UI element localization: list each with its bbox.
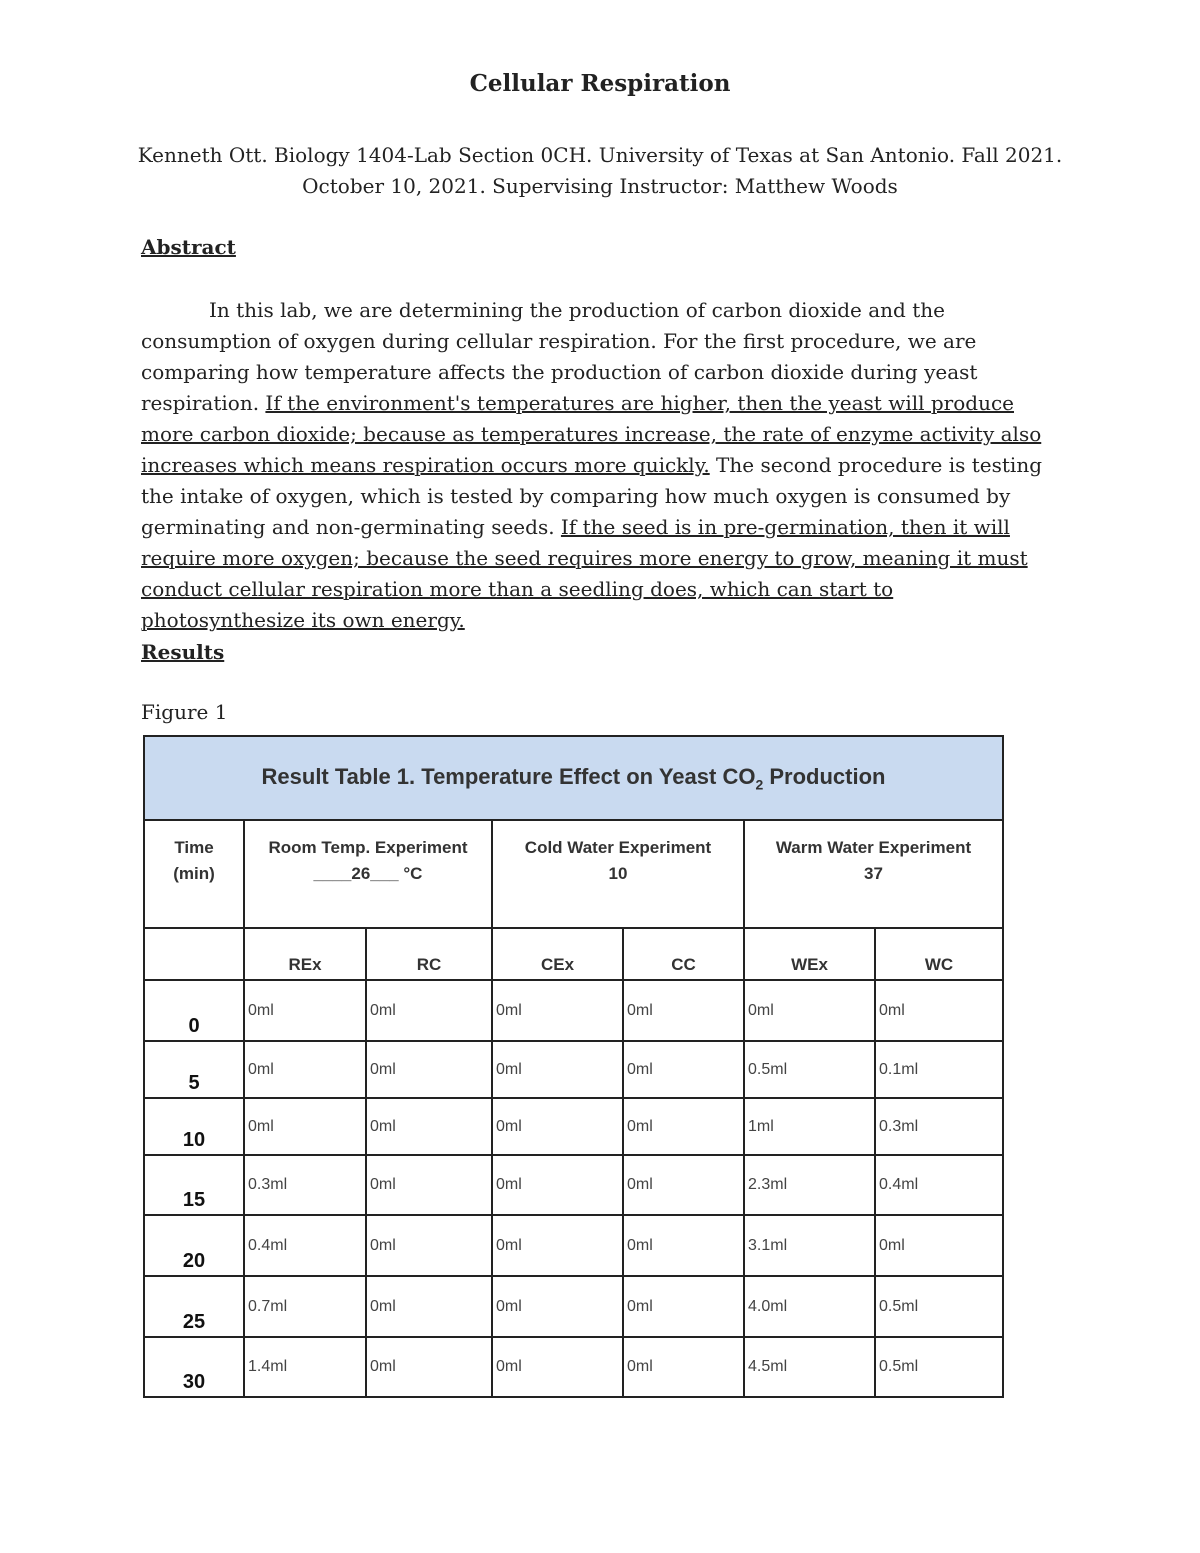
value-cell: 0.4ml	[244, 1215, 366, 1276]
byline-line-1: Kenneth Ott. Biology 1404-Lab Section 0CH. University of Texas at San Antonio. Fall 2021.	[137, 143, 1063, 167]
value-cell: 4.5ml	[744, 1337, 875, 1397]
time-cell: 15	[144, 1155, 244, 1215]
value-cell: 0ml	[366, 980, 492, 1041]
time-cell: 0	[144, 980, 244, 1041]
abstract-heading: Abstract	[141, 235, 236, 259]
value-cell: 0ml	[875, 980, 1003, 1041]
value-cell: 0.1ml	[875, 1041, 1003, 1098]
figure-label: Figure 1	[141, 700, 228, 724]
table-title: Result Table 1. Temperature Effect on Yeast $CO_2$ Production	[144, 736, 1003, 820]
value-cell: 0ml	[244, 980, 366, 1041]
column-header: CEx	[492, 928, 623, 980]
value-cell: 0.7ml	[244, 1276, 366, 1337]
time-column-header: Time (min)	[144, 820, 244, 928]
value-cell: 0ml	[492, 1041, 623, 1098]
room-temp-header: Room Temp. Experiment ____26___ °C	[244, 820, 492, 928]
table-row	[144, 1041, 1003, 1098]
time-cell: 30	[144, 1337, 244, 1397]
value-cell: 0ml	[492, 1155, 623, 1215]
value-cell: 0.3ml	[875, 1098, 1003, 1155]
table-row	[144, 1215, 1003, 1276]
abstract-text-1: In this lab, we are determining the production of carbon dioxide and the consumption of oxygen during cellular respiration. For the first procedure, we are comparing how temperature affects the production of carbon dioxide during yeast respiration.	[141, 298, 978, 415]
warm-temp-value: 37	[864, 864, 883, 883]
column-header: CC	[623, 928, 744, 980]
table-row	[144, 1337, 1003, 1397]
value-cell: 0ml	[623, 1276, 744, 1337]
value-cell: 0ml	[492, 1098, 623, 1155]
time-cell: 10	[144, 1098, 244, 1155]
byline	[0, 140, 1200, 202]
table-row	[144, 1155, 1003, 1215]
value-cell: 0ml	[366, 1041, 492, 1098]
value-cell: 0.4ml	[875, 1155, 1003, 1215]
value-cell: 1.4ml	[244, 1337, 366, 1397]
results-heading: Results	[141, 640, 225, 664]
abstract-text-2: The second procedure is testing the intake of oxygen, which is tested by comparing how much oxygen is consumed by germinating and non-germinating seeds.	[141, 453, 1043, 539]
table-row	[144, 980, 1003, 1041]
value-cell: 0.5ml	[744, 1041, 875, 1098]
value-cell: 0.3ml	[244, 1155, 366, 1215]
value-cell: 0ml	[623, 980, 744, 1041]
time-cell: 25	[144, 1276, 244, 1337]
value-cell: 0ml	[623, 1098, 744, 1155]
value-cell: 0ml	[366, 1215, 492, 1276]
value-cell: 0ml	[623, 1337, 744, 1397]
value-cell: 0ml	[623, 1041, 744, 1098]
byline-line-2: October 10, 2021. Supervising Instructor: Matthew Woods	[302, 174, 898, 198]
result-table-figure	[143, 735, 1002, 1398]
time-cell: 20	[144, 1215, 244, 1276]
value-cell: 0ml	[744, 980, 875, 1041]
cold-temp-value: 10	[608, 864, 628, 883]
value-cell: 0ml	[366, 1098, 492, 1155]
value-cell: 2.3ml	[744, 1155, 875, 1215]
cold-water-header: Cold Water Experiment 10	[492, 820, 744, 928]
value-cell: 0ml	[366, 1337, 492, 1397]
result-table	[143, 735, 1004, 1398]
value-cell: 0ml	[875, 1215, 1003, 1276]
time-cell: 5	[144, 1041, 244, 1098]
value-cell: 0.5ml	[875, 1337, 1003, 1397]
abstract-hypothesis-2: If the seed is in pre-germination, then it will require more oxygen; because the seed requires more energy to grow, meaning it must conduct cellular respiration more than a seedling does, which can start to photosynthesize its own energy.	[141, 515, 1028, 632]
abstract-hypothesis-1: If the environment's temperatures are higher, then the yeast will produce more carbon dioxide; because as temperatures increase, the rate of enzyme activity also increases which means respiration occurs more quickly.	[141, 391, 1042, 477]
value-cell: 0ml	[492, 1215, 623, 1276]
table-row	[144, 1276, 1003, 1337]
document-title: Cellular Respiration	[469, 70, 731, 97]
column-header: RC	[366, 928, 492, 980]
value-cell: 0ml	[244, 1041, 366, 1098]
time-subheader-empty	[144, 928, 244, 980]
room-temp-value: ____26___ °C	[313, 864, 423, 883]
column-header: WC	[875, 928, 1003, 980]
value-cell: 1ml	[744, 1098, 875, 1155]
warm-water-header: Warm Water Experiment 37	[744, 820, 1003, 928]
value-cell: 0ml	[623, 1215, 744, 1276]
value-cell: 0ml	[492, 980, 623, 1041]
value-cell: 0.5ml	[875, 1276, 1003, 1337]
value-cell: 0ml	[366, 1155, 492, 1215]
value-cell: 4.0ml	[744, 1276, 875, 1337]
column-header: REx	[244, 928, 366, 980]
value-cell: 0ml	[623, 1155, 744, 1215]
column-header: WEx	[744, 928, 875, 980]
table-row	[144, 1098, 1003, 1155]
value-cell: 3.1ml	[744, 1215, 875, 1276]
value-cell: 0ml	[244, 1098, 366, 1155]
value-cell: 0ml	[492, 1337, 623, 1397]
value-cell: 0ml	[492, 1276, 623, 1337]
abstract-paragraph	[141, 295, 1056, 636]
value-cell: 0ml	[366, 1276, 492, 1337]
